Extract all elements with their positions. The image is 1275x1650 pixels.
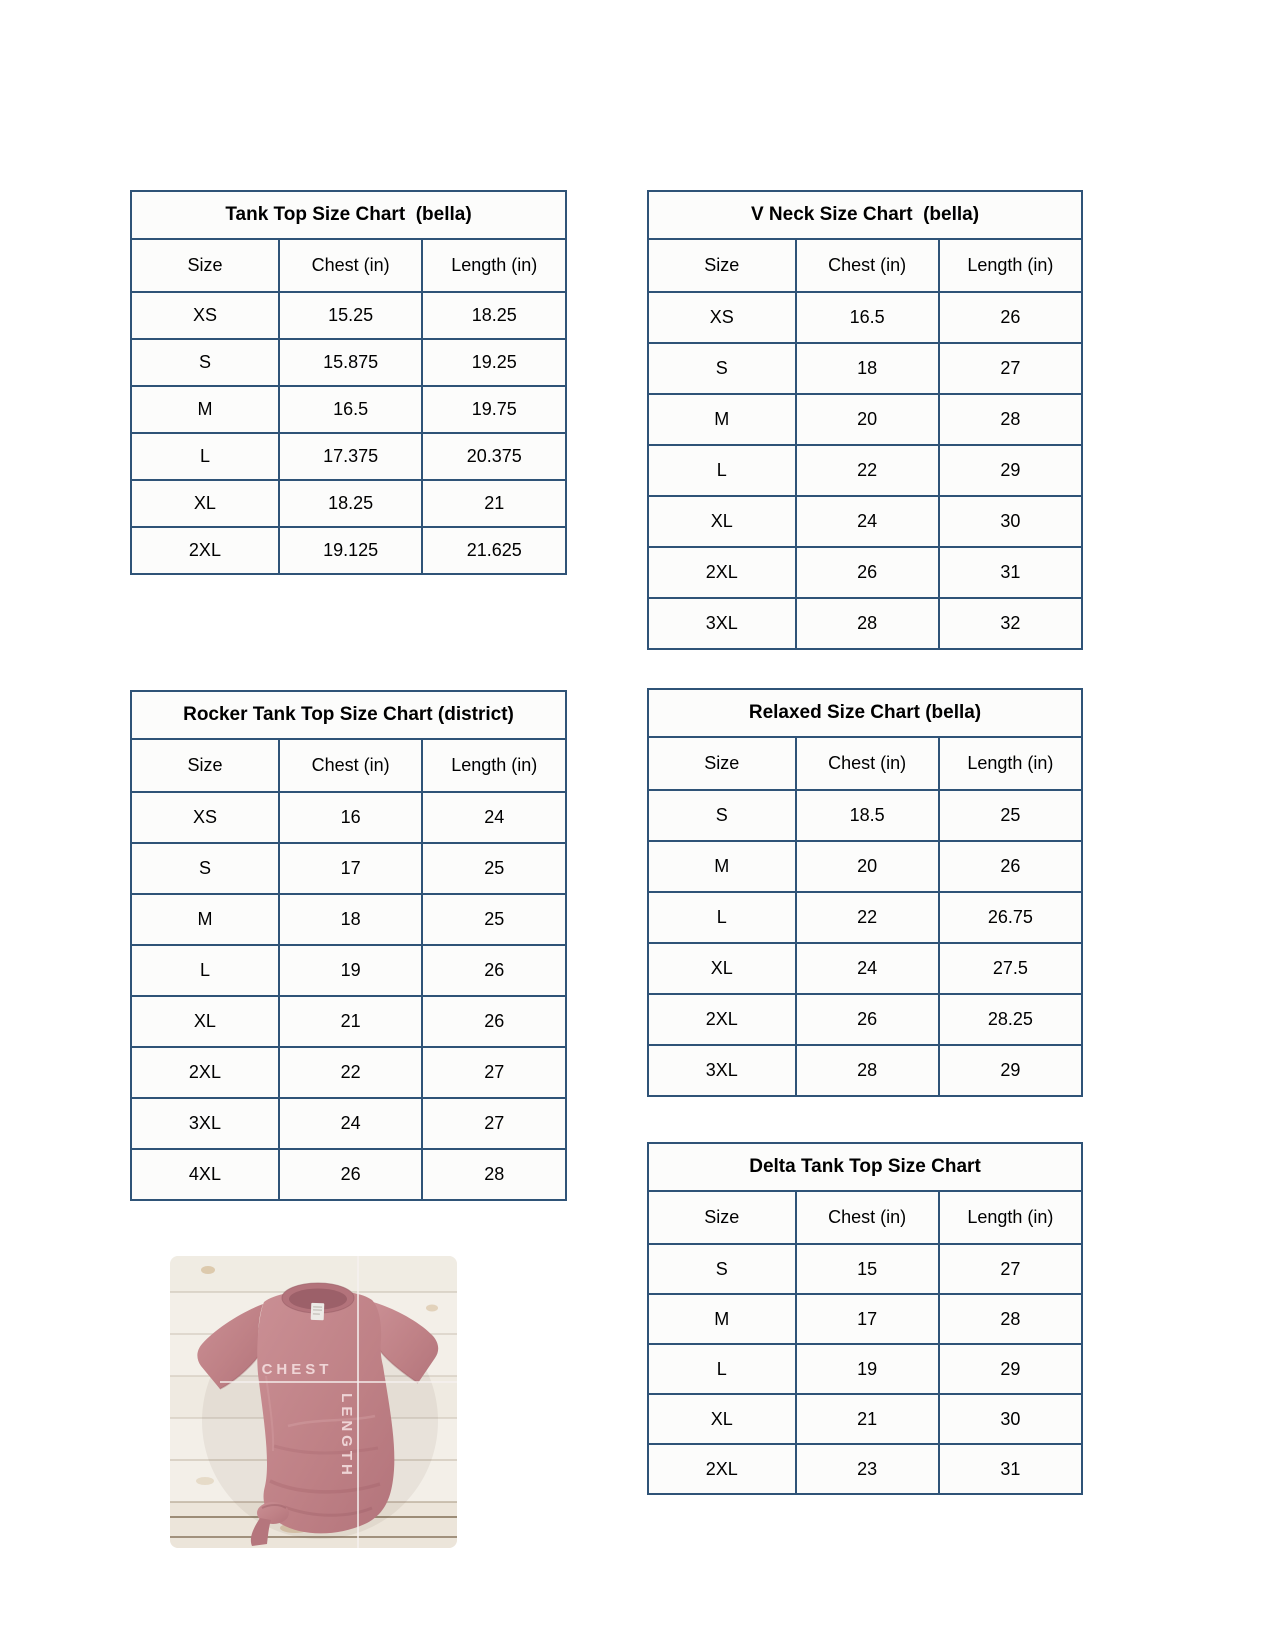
chest-cell: 28 <box>796 598 939 649</box>
length-cell: 24 <box>422 792 566 843</box>
table-row <box>648 343 1082 394</box>
size-cell: L <box>131 433 279 480</box>
table-header-row <box>131 739 566 792</box>
column-header-size: Size <box>131 739 279 792</box>
size-cell: S <box>648 343 796 394</box>
chest-cell: 24 <box>796 496 939 547</box>
size-cell: 2XL <box>648 994 796 1045</box>
chest-cell: 15.875 <box>279 339 423 386</box>
table-row <box>648 394 1082 445</box>
table-title-row <box>131 691 566 739</box>
column-header-chest: Chest (in) <box>796 737 939 790</box>
chest-cell: 21 <box>796 1394 939 1444</box>
size-cell: XL <box>648 496 796 547</box>
table-row <box>648 598 1082 649</box>
length-cell: 19.25 <box>422 339 566 386</box>
delta-tank-top-size-chart-table <box>647 1142 1083 1495</box>
table-row <box>131 945 566 996</box>
table-title-row <box>648 191 1082 239</box>
table-title: V Neck Size Chart (bella) <box>648 191 1082 239</box>
chest-cell: 21 <box>279 996 423 1047</box>
table-title-row <box>648 689 1082 737</box>
column-header-length: Length (in) <box>939 239 1082 292</box>
length-cell: 27.5 <box>939 943 1082 994</box>
chest-cell: 24 <box>796 943 939 994</box>
chest-cell: 18.5 <box>796 790 939 841</box>
column-header-length: Length (in) <box>422 239 566 292</box>
table-row <box>131 843 566 894</box>
length-cell: 27 <box>422 1098 566 1149</box>
neck-tag <box>311 1303 325 1320</box>
size-cell: XS <box>648 292 796 343</box>
size-cell: 4XL <box>131 1149 279 1200</box>
length-cell: 25 <box>422 843 566 894</box>
size-cell: 2XL <box>648 1444 796 1494</box>
column-header-length: Length (in) <box>939 1191 1082 1244</box>
table-row <box>131 433 566 480</box>
size-cell: L <box>648 892 796 943</box>
length-cell: 31 <box>939 1444 1082 1494</box>
table-row <box>648 1444 1082 1494</box>
length-cell: 21.625 <box>422 527 566 574</box>
length-cell: 28 <box>422 1149 566 1200</box>
size-cell: 2XL <box>131 527 279 574</box>
size-cell: L <box>131 945 279 996</box>
length-cell: 28.25 <box>939 994 1082 1045</box>
length-cell: 27 <box>939 1244 1082 1294</box>
chest-cell: 23 <box>796 1444 939 1494</box>
column-header-chest: Chest (in) <box>279 739 423 792</box>
length-cell: 26 <box>422 996 566 1047</box>
table-header-row <box>648 737 1082 790</box>
chest-cell: 19 <box>279 945 423 996</box>
length-cell: 18.25 <box>422 292 566 339</box>
size-cell: S <box>648 1244 796 1294</box>
size-cell: XL <box>648 1394 796 1444</box>
size-cell: S <box>131 843 279 894</box>
length-cell: 28 <box>939 394 1082 445</box>
length-cell: 29 <box>939 1045 1082 1096</box>
table-row <box>648 445 1082 496</box>
table-row <box>131 792 566 843</box>
table-row <box>131 894 566 945</box>
chest-cell: 20 <box>796 841 939 892</box>
chest-cell: 28 <box>796 1045 939 1096</box>
table-row <box>131 386 566 433</box>
table-title-row <box>131 191 566 239</box>
table-row <box>648 841 1082 892</box>
length-cell: 28 <box>939 1294 1082 1344</box>
size-cell: 3XL <box>648 1045 796 1096</box>
length-cell: 32 <box>939 598 1082 649</box>
v-neck-size-chart-table <box>647 190 1083 650</box>
chest-cell: 17.375 <box>279 433 423 480</box>
column-header-chest: Chest (in) <box>796 1191 939 1244</box>
length-cell: 30 <box>939 1394 1082 1444</box>
table-header-row <box>648 1191 1082 1244</box>
chest-cell: 18.25 <box>279 480 423 527</box>
column-header-length: Length (in) <box>939 737 1082 790</box>
table-header-row <box>648 239 1082 292</box>
table-title-row <box>648 1143 1082 1191</box>
size-cell: M <box>648 841 796 892</box>
size-cell: XL <box>131 996 279 1047</box>
size-cell: XL <box>131 480 279 527</box>
size-cell: 2XL <box>648 547 796 598</box>
size-cell: S <box>131 339 279 386</box>
chest-cell: 22 <box>796 445 939 496</box>
table-row <box>648 292 1082 343</box>
size-cell: S <box>648 790 796 841</box>
length-cell: 25 <box>422 894 566 945</box>
size-cell: XL <box>648 943 796 994</box>
table-row <box>648 1244 1082 1294</box>
length-cell: 26 <box>422 945 566 996</box>
length-cell: 31 <box>939 547 1082 598</box>
tank-top-size-chart-table <box>130 190 567 575</box>
chest-cell: 15 <box>796 1244 939 1294</box>
chest-cell: 26 <box>796 547 939 598</box>
table-row <box>131 1149 566 1200</box>
table-row <box>131 292 566 339</box>
column-header-size: Size <box>648 239 796 292</box>
size-cell: 2XL <box>131 1047 279 1098</box>
rocker-tank-top-size-chart-table <box>130 690 567 1201</box>
length-cell: 26 <box>939 841 1082 892</box>
chest-cell: 18 <box>279 894 423 945</box>
table-row <box>648 994 1082 1045</box>
table-title: Delta Tank Top Size Chart <box>648 1143 1082 1191</box>
size-cell: M <box>131 894 279 945</box>
tshirt-body <box>257 1290 394 1533</box>
column-header-size: Size <box>648 737 796 790</box>
table-title: Tank Top Size Chart (bella) <box>131 191 566 239</box>
size-cell: XS <box>131 792 279 843</box>
column-header-size: Size <box>131 239 279 292</box>
chest-cell: 26 <box>796 994 939 1045</box>
column-header-chest: Chest (in) <box>796 239 939 292</box>
table-row <box>131 996 566 1047</box>
length-cell: 25 <box>939 790 1082 841</box>
chest-cell: 24 <box>279 1098 423 1149</box>
table-row <box>648 1045 1082 1096</box>
chest-cell: 19.125 <box>279 527 423 574</box>
chest-cell: 20 <box>796 394 939 445</box>
length-cell: 27 <box>422 1047 566 1098</box>
size-cell: L <box>648 445 796 496</box>
table-title: Rocker Tank Top Size Chart (district) <box>131 691 566 739</box>
column-header-chest: Chest (in) <box>279 239 423 292</box>
size-cell: L <box>648 1344 796 1394</box>
length-cell: 26.75 <box>939 892 1082 943</box>
length-cell: 19.75 <box>422 386 566 433</box>
table-title: Relaxed Size Chart (bella) <box>648 689 1082 737</box>
size-cell: 3XL <box>648 598 796 649</box>
chest-cell: 18 <box>796 343 939 394</box>
table-row <box>131 1098 566 1149</box>
table-row <box>648 496 1082 547</box>
size-cell: M <box>648 394 796 445</box>
table-row <box>131 527 566 574</box>
table-row <box>131 339 566 386</box>
length-cell: 20.375 <box>422 433 566 480</box>
chest-cell: 16 <box>279 792 423 843</box>
chest-cell: 22 <box>279 1047 423 1098</box>
length-cell: 26 <box>939 292 1082 343</box>
table-header-row <box>131 239 566 292</box>
column-header-length: Length (in) <box>422 739 566 792</box>
table-row <box>648 892 1082 943</box>
table-row <box>648 1394 1082 1444</box>
chest-cell: 19 <box>796 1344 939 1394</box>
length-cell: 29 <box>939 445 1082 496</box>
length-cell: 30 <box>939 496 1082 547</box>
table-row <box>648 1294 1082 1344</box>
length-label: LENGTH <box>338 1393 355 1479</box>
relaxed-size-chart-table <box>647 688 1083 1097</box>
size-cell: M <box>648 1294 796 1344</box>
chest-cell: 17 <box>279 843 423 894</box>
size-cell: XS <box>131 292 279 339</box>
chest-cell: 15.25 <box>279 292 423 339</box>
tshirt-photo-graphic <box>170 1256 457 1548</box>
chest-cell: 17 <box>796 1294 939 1344</box>
table-row <box>131 480 566 527</box>
chest-cell: 26 <box>279 1149 423 1200</box>
table-row <box>648 943 1082 994</box>
length-cell: 21 <box>422 480 566 527</box>
size-cell: M <box>131 386 279 433</box>
length-cell: 29 <box>939 1344 1082 1394</box>
table-row <box>648 1344 1082 1394</box>
chest-cell: 22 <box>796 892 939 943</box>
table-row <box>648 790 1082 841</box>
chest-cell: 16.5 <box>796 292 939 343</box>
chest-cell: 16.5 <box>279 386 423 433</box>
table-row <box>131 1047 566 1098</box>
table-row <box>648 547 1082 598</box>
size-cell: 3XL <box>131 1098 279 1149</box>
length-cell: 27 <box>939 343 1082 394</box>
column-header-size: Size <box>648 1191 796 1244</box>
chest-label: CHEST <box>261 1361 333 1378</box>
tshirt-measurement-photo <box>170 1256 457 1548</box>
